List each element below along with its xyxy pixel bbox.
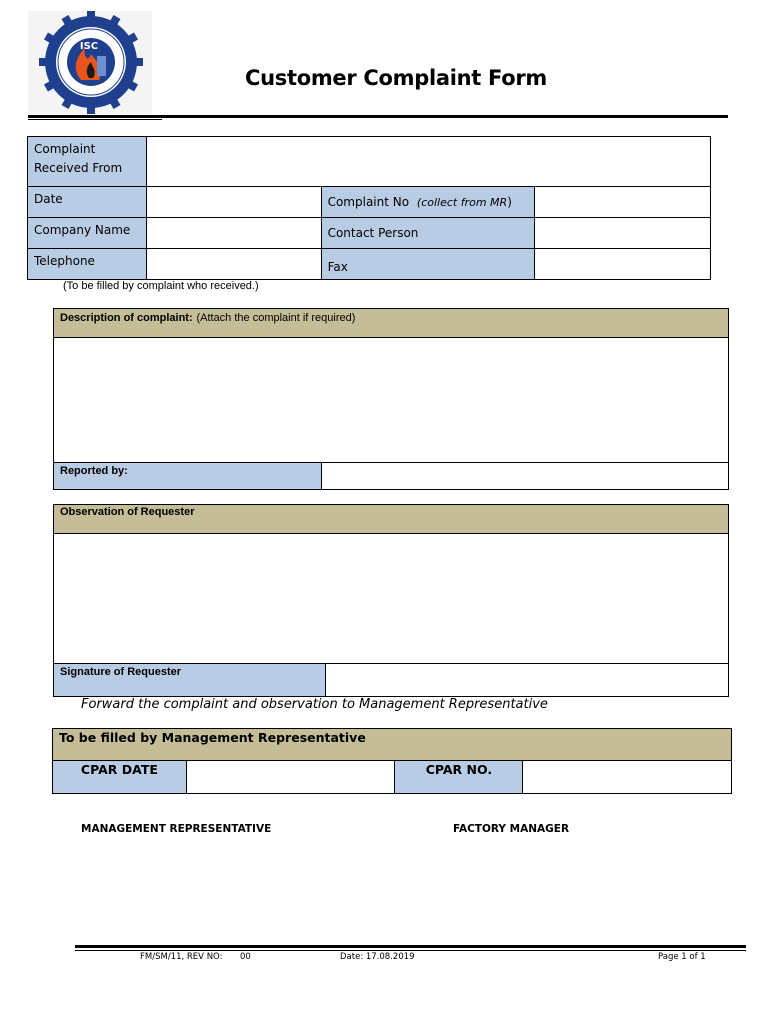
contact-person-field[interactable] bbox=[535, 218, 711, 249]
signature-requester-label: Signature of Requester bbox=[54, 664, 326, 697]
description-header bbox=[54, 309, 729, 338]
company-logo bbox=[28, 11, 152, 114]
forward-note: Forward the complaint and observation to Management Representative bbox=[81, 697, 548, 712]
mr-heading: To be filled by Management Representative bbox=[53, 729, 732, 761]
description-label: Description of complaint: bbox=[60, 312, 193, 324]
fill-note: (To be filled by complaint who received.) bbox=[63, 280, 259, 292]
description-field[interactable] bbox=[54, 338, 729, 463]
cpar-no-label: CPAR NO. bbox=[395, 761, 523, 794]
contact-person-label: Contact Person bbox=[321, 218, 535, 249]
company-name-field[interactable] bbox=[146, 218, 321, 249]
mr-section bbox=[52, 728, 732, 794]
complaint-no-text: Complaint No bbox=[327, 195, 410, 209]
telephone-field[interactable] bbox=[146, 249, 321, 280]
date-label: Date bbox=[28, 187, 147, 218]
fm-signature-label: FACTORY MANAGER bbox=[453, 823, 570, 835]
received-from-field[interactable] bbox=[146, 137, 710, 187]
complaint-no-label bbox=[321, 187, 535, 218]
cpar-no-field[interactable] bbox=[523, 761, 732, 794]
fax-field[interactable] bbox=[535, 249, 711, 280]
footer-page: Page 1 of 1 bbox=[658, 952, 706, 962]
cpar-date-field[interactable] bbox=[186, 761, 395, 794]
telephone-label: Telephone bbox=[28, 249, 147, 280]
received-from-label: Complaint Received From bbox=[28, 137, 147, 187]
logo-text: ISC bbox=[79, 41, 99, 52]
complaint-info-table bbox=[27, 136, 711, 280]
complaint-no-close: ) bbox=[507, 195, 512, 209]
signature-requester-field[interactable] bbox=[325, 664, 728, 697]
observation-label: Observation of Requester bbox=[54, 505, 729, 534]
footer-divider-thin bbox=[75, 950, 746, 951]
observation-section bbox=[53, 504, 729, 697]
footer-divider bbox=[75, 945, 746, 948]
reported-by-field[interactable] bbox=[321, 463, 728, 490]
complaint-no-note: (collect from MR bbox=[416, 196, 508, 209]
description-note: (Attach the complaint if required) bbox=[196, 312, 356, 324]
description-section bbox=[53, 308, 729, 490]
footer-date: Date: 17.08.2019 bbox=[340, 952, 415, 962]
reported-by-label: Reported by: bbox=[54, 463, 322, 490]
fax-label: Fax bbox=[321, 249, 535, 280]
header-divider-thin bbox=[28, 119, 162, 120]
company-name-label: Company Name bbox=[28, 218, 147, 249]
complaint-no-field[interactable] bbox=[535, 187, 711, 218]
footer-doc-code: FM/SM/11, REV NO: bbox=[140, 952, 223, 962]
cpar-date-label: CPAR DATE bbox=[53, 761, 187, 794]
header-divider bbox=[28, 115, 728, 118]
date-field[interactable] bbox=[146, 187, 321, 218]
footer-rev: 00 bbox=[240, 952, 251, 962]
mr-signature-label: MANAGEMENT REPRESENTATIVE bbox=[81, 823, 272, 835]
observation-field[interactable] bbox=[54, 534, 729, 664]
page-title: Customer Complaint Form bbox=[245, 66, 547, 90]
